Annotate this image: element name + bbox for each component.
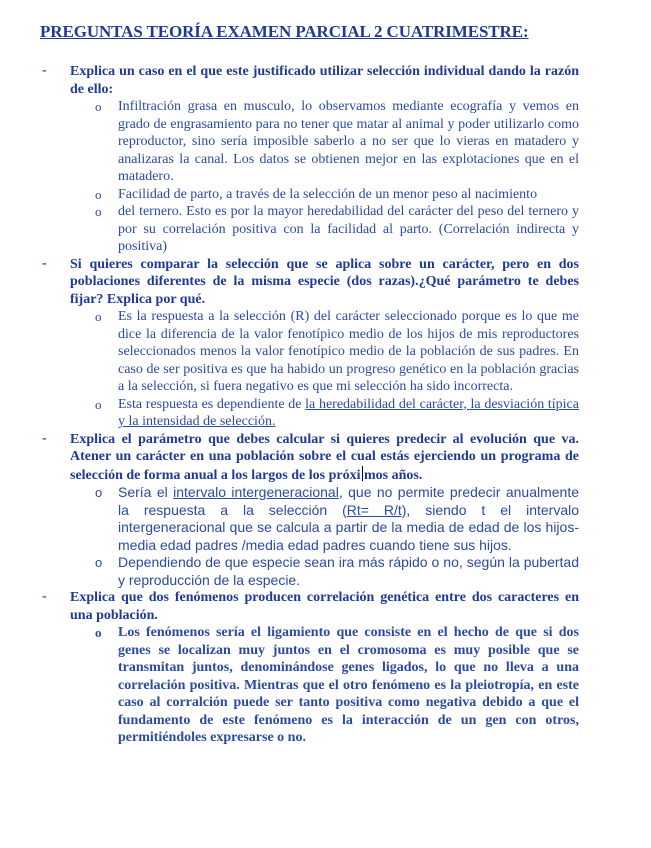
circle-bullet: o [95, 309, 102, 324]
answer-item: o Los fenómenos sería el ligamiento que consiste en el hecho de que si dos genes se localizan muy juntos en el cromosoma es muy posible que se transmitan juntos, denominándose genes ligados, lo que no lleva a una correlación positiva. Mientras que el otro fenómeno es la pleiotropía, en este caso al corralción puede ser tanto positiva como negativa debido a que el fundamento de este fenómeno es la interacción de un gen con otros, permitiéndoles expresarse o no. [95, 625, 579, 745]
dash-bullet: - [42, 430, 47, 446]
circle-bullet: o [95, 99, 102, 114]
question-2 [40, 256, 579, 431]
circle-bullet: o [95, 625, 102, 640]
circle-bullet: o [95, 396, 102, 412]
formula-text: (Rt= R/t) [342, 501, 407, 518]
question-3-answers [70, 484, 579, 589]
answer-item: o Esta respuesta es dependiente de la heredabilidad del carácter, la desviación típica y la intensidad de selección. [95, 396, 579, 429]
page-title: PREGUNTAS TEORÍA EXAMEN PARCIAL 2 CUATRIMESTRE: [40, 22, 529, 41]
dash-bullet: - [42, 589, 47, 604]
underlined-text: intervalo intergeneracional [173, 484, 339, 500]
answer-item: o Es la respuesta a la selección (R) del carácter seleccionado porque es lo que me dice la diferencia de la valor fenotípico medio de los hijos de mis reproductores seleccionados menos la valor fenotípico medio de la población de sus padres. En caso de ser positiva es que ha habido un progreso genético en la población gracias a la selección, si fuera negativo es que mi selección ha sido incorrecta. [95, 309, 579, 394]
question-2-text: Si quieres comparar la selección que se aplica sobre un carácter, pero en dos poblaciones diferentes de la misma especie (dos razas).¿Qué parámetro te debes fijar? Explica por qué. [70, 256, 579, 307]
question-3-text: Explica el parámetro que debes calcular si quieres predecir al evolución que va. Atener un carácter en una población sobre el cual estás ejerciendo un programa de selección de forma anual a los largos de los próxi mos años. [70, 431, 579, 483]
question-4-text: Explica que dos fenómenos producen correlación genética entre dos caracteres en una población. [70, 590, 579, 623]
question-1-text: Explica un caso en el que este justificado utilizar selección individual dando la razón de ello: [70, 64, 579, 97]
question-1 [40, 63, 579, 256]
circle-bullet: o [95, 204, 102, 219]
circle-bullet: o [95, 186, 102, 202]
text-cursor[interactable] [362, 466, 364, 481]
answer-item: o Infiltración grasa en musculo, lo observamos mediante ecografía y vemos en grado de engrasamiento para no tener que matar al animal y poder utilizarlo como reproductor, sino sería imposible saberlo a no ser que lo vieras en matadero y analizaras la canal. Los datos se obtienen mejor en las explotaciones que en el matadero. [95, 99, 579, 184]
answer-item: o Dependiendo de que especie sean ira más rápido o no, según la pubertad y reproducción de la especie. [95, 554, 579, 588]
underlined-text: la heredabilidad del carácter, la desviación típica y la intensidad de selección. [118, 396, 579, 429]
question-1-answers [70, 98, 579, 256]
answer-item: o Sería el intervalo intergeneracional, que no permite predecir anualmente la respuesta a la selección (Rt= R/t), siendo t el intervalo intergeneracional que se calcula a partir de la media de edad de los hijos- media edad padres /media edad padres cuando tiene sus hijos. [95, 484, 580, 553]
question-4-answers [70, 624, 579, 747]
answer-item: o del ternero. Esto es por la mayor heredabilidad del carácter del peso del ternero y por su correlación positiva con la facilidad al parto. (Correlación indirecta y positiva) [95, 204, 579, 254]
circle-bullet: o [95, 555, 103, 570]
question-4 [40, 589, 579, 747]
dash-bullet: - [42, 255, 47, 271]
question-2-answers [70, 308, 579, 431]
dash-bullet: - [42, 63, 47, 78]
circle-bullet: o [95, 485, 103, 500]
answer-item: o Facilidad de parto, a través de la selección de un menor peso al nacimiento [95, 186, 538, 202]
question-3 [40, 431, 579, 590]
